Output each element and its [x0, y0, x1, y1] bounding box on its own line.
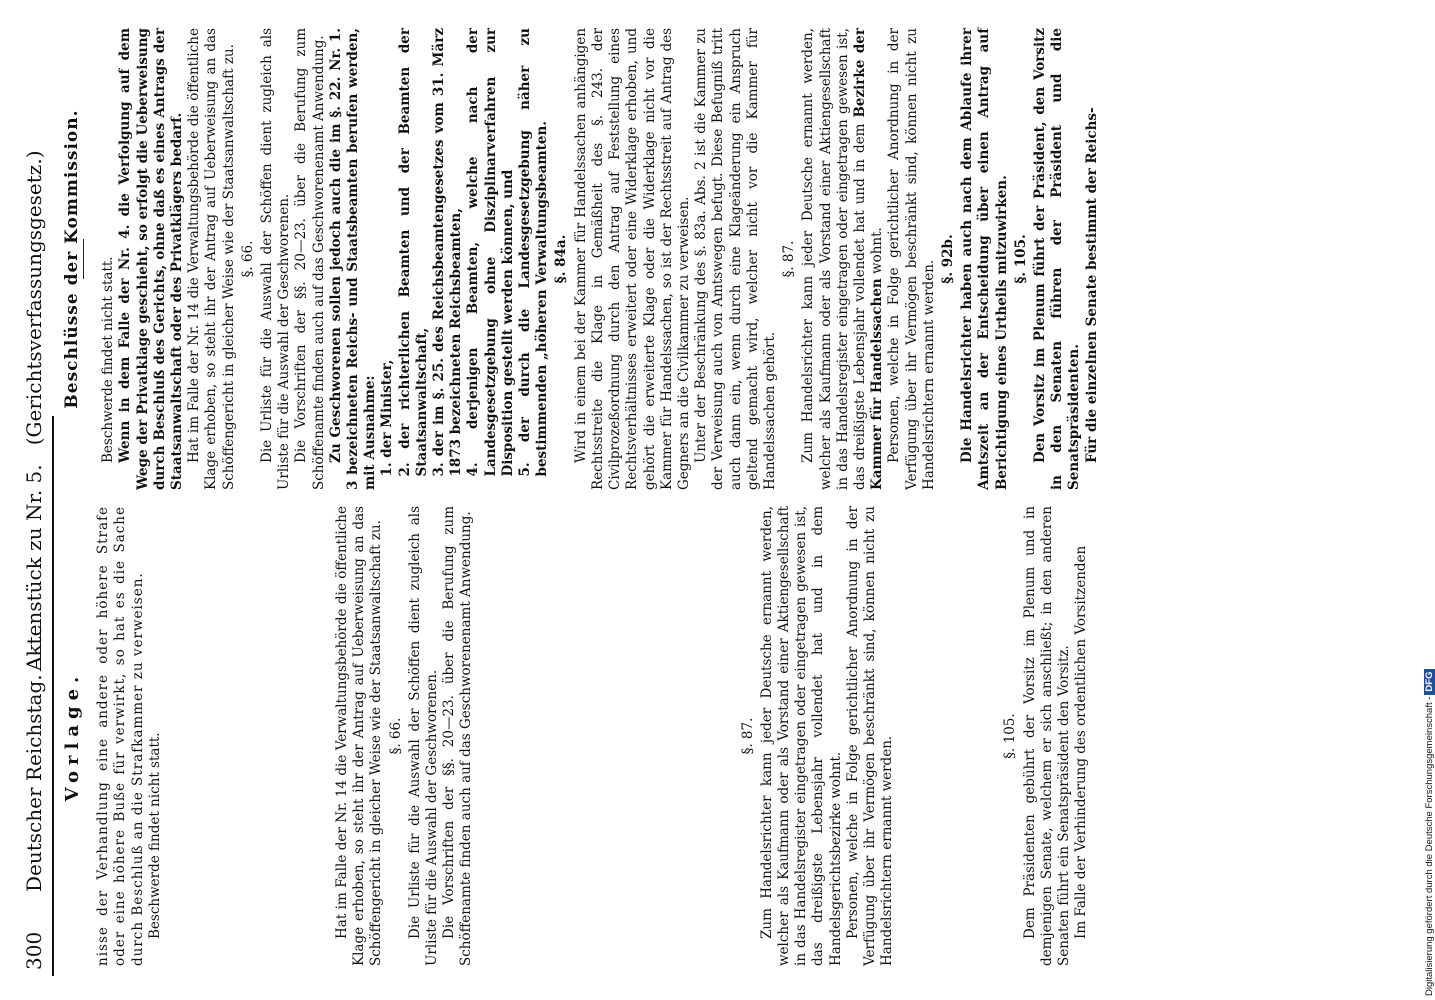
section-heading: §. 92b. [939, 234, 956, 284]
paragraph-text: Zum Handelsrichter kann jeder Deutsche ernannt werden, welcher als Kaufmann oder als Vorstand einer Aktiengesellschaft in das Handelsregister eingetragen oder eingetragen gewesen ist, das dreißigste Lebensjahr vollendet hat und in dem [800, 28, 868, 490]
paragraph: Personen, welche in Folge gerichtlicher Anordnung in der Verfügung über ihr Vermögen beschränkt sind, können nicht zu Handelsrichtern ernannt werden. [844, 506, 896, 966]
section-heading: §. 105. [1002, 713, 1019, 759]
digitization-credit-strip [1404, 0, 1435, 1000]
section-heading: §. 66. [387, 717, 404, 755]
attachment-topic: (Gerichtsverfassungsgesetz.) [22, 150, 46, 446]
section-heading: §. 105. [1012, 234, 1029, 284]
list-item: 1. der Minister, [379, 359, 396, 477]
paragraph-amended: Zu Geschworenen sollen jedoch auch die im §. 22. Nr. 1. 3 bezeichneten Reichs- und Staatsbeamten berufen werden, mit Ausnahme: [327, 28, 379, 490]
section-heading: §. 66. [239, 240, 256, 278]
list-item: 3. der im §. 25. des Reichsbeamtengesetzes vom 31. März 1873 bezeichneten Reichsbeamten, [431, 28, 465, 477]
list-item: 5. der durch die Landesgesetzgebung näher zu bestimmenden „höheren Verwaltungsbeamten. [517, 28, 551, 477]
credit-text: Digitalisierung gefördert durch die Deutsche Forschungsgemeinschaft - [1424, 696, 1435, 996]
digitization-credit [1424, 0, 1435, 996]
header-rule [52, 416, 54, 976]
paragraph: Wird in einem bei der Kammer für Handelssachen anhängigen Rechtsstreite die Klage in Gemäßheit des §. 243. der Civilprozeßordnung durch den Antrag auf Feststellung eines Rechtsverhältnisses erweitert oder eine Widerklage erhoben, und gehört die erweiterte Klage oder die Widerklage nicht vor die Kammer für Handelssachen, so ist der Rechtsstreit auf Antrag des Gegners an die Civilkammer zu verweisen. [572, 28, 692, 490]
paragraph: Die Vorschriften der §§. 20—23. über die Berufung zum Schöffenamte finden auch auf das Geschworenenamt Anwendung. [293, 28, 327, 490]
paragraph-amended: Die Handelsrichter haben auch nach dem Ablaufe ihrer Amtszeit an der Entscheidung über einen Antrag auf Berichtigung eines Urtheils mitzuwirken. [959, 28, 1010, 490]
attachment-label: Aktenstück zu [22, 527, 46, 671]
page-header [18, 24, 48, 976]
dfg-logo: DFG [1424, 669, 1435, 695]
paragraph: Die Urliste für die Auswahl der Schöffen dient zugleich als Urliste für die Auswahl der Geschworenen. [406, 506, 441, 966]
column-title-vorlage: Vorlage. [62, 670, 83, 802]
column-kommission [60, 28, 1101, 490]
page-number: 300 [22, 931, 46, 970]
paragraph: Im Falle der Verhinderung des ordentlichen Vorsitzenden [1073, 545, 1090, 939]
paragraph: Unter der Beschränkung des §. 83a. Abs. 2 ist die Kammer zu der Verweisung auch von Amtswegen befugt. Diese Befugniß tritt auch dann ein, wenn durch eine Klageänderung ein Anspruch geltend gemacht wird, welcher nicht vor die Kammer für Handelssachen gehört. [693, 28, 778, 490]
column-vorlage [60, 506, 1090, 966]
paragraph: nisse der Verhandlung eine andere oder höhere Strafe oder eine höhere Buße für verwirkt, so hat es die Sache durch Beschluß an die Strafkammer zu verweisen. [95, 506, 146, 966]
paragraph-amended: Für die einzelnen Senate bestimmt der Reichs- [1083, 107, 1100, 463]
header-attachment [22, 150, 46, 671]
column-title-kommission: Beschlüsse der Kommission. [62, 109, 82, 409]
paragraph: Personen, welche in Folge gerichtlicher Anordnung in der Verfügung über ihr Vermögen beschränkt sind, können nicht zu Handelsrichtern ernannt werden. [886, 28, 937, 490]
section-heading: §. 87. [739, 717, 756, 755]
list-item: 2. der richterlichen Beamten und der Beamten der Staatsanwaltschaft, [396, 28, 430, 477]
paragraph: Zum Handelsrichter kann jeder Deutsche ernannt werden, welcher als Kaufmann oder als Vorstand einer Aktiengesellschaft in das Handelsregister eingetragen oder eingetragen gewesen ist, das dreißigste Lebensjahr vollendet hat und in dem Handelsgerichtsbezirke wohnt. [758, 506, 844, 966]
paragraph: Die Urliste für die Auswahl der Schöffen dient zugleich als Urliste für die Auswahl der Geschworenen. [259, 28, 293, 490]
exception-list [379, 28, 551, 490]
attachment-number: Nr. 5. [22, 464, 46, 522]
section-heading: §. 87. [781, 240, 798, 278]
paragraph-text: wohnt. [869, 227, 886, 274]
list-item: 4. derjenigen Beamten, welche nach der Landesgesetzgebung ohne Disziplinarverfahren zur Disposition gestellt werden können, und [465, 28, 516, 477]
paragraph-amended-phrase: Bezirke der Kammer für Handelssachen [851, 28, 886, 490]
paragraph: Dem Präsidenten gebührt der Vorsitz im Plenum und in demjenigen Senate, welchem er sich anschließt; in den anderen Senaten führt ein Senatspräsident den Vorsitz. [1021, 506, 1073, 966]
paragraph [800, 28, 886, 490]
paragraph: Hat im Falle der Nr. 14 die Verwaltungsbehörde die öffentliche Klage erhoben, so steht ihr der Antrag auf Ueberweisung an das Schöffengericht in gleicher Weise wie der Staatsanwaltschaft zu. [186, 28, 237, 490]
paragraph: Beschwerde findet nicht statt. [100, 256, 117, 463]
paragraph-amended: Wenn in dem Falle der Nr. 4. die Verfolgung auf dem Wege der Privatklage geschieht, so erfolgt die Ueberweisung durch Beschluß des Gerichts, ohne daß es eines Antrags der Staatsanwaltschaft oder des Privatklägers bedarf. [117, 28, 186, 490]
paragraph: Die Vorschriften der §§. 20—23. über die Berufung zum Schöffenamte finden auch auf das Geschworenenamt Anwendung. [441, 506, 475, 966]
paragraph: Hat im Falle der Nr. 14 die Verwaltungsbehörde die öffentliche Klage erhoben, so steht ihr der Antrag auf Ueberweisung an das Schöffengericht in gleicher Weise wie der Staatsanwaltschaft zu. [334, 506, 385, 966]
section-heading: §. 84a. [553, 234, 570, 284]
paragraph: Beschwerde findet nicht statt. [146, 732, 163, 939]
paragraph-amended: Den Vorsitz im Plenum führt der Präsident, den Vorsitz in den Senaten führen der Präsident und die Senatspräsidenten. [1031, 28, 1083, 490]
publication-name: Deutscher Reichstag. [22, 674, 46, 892]
